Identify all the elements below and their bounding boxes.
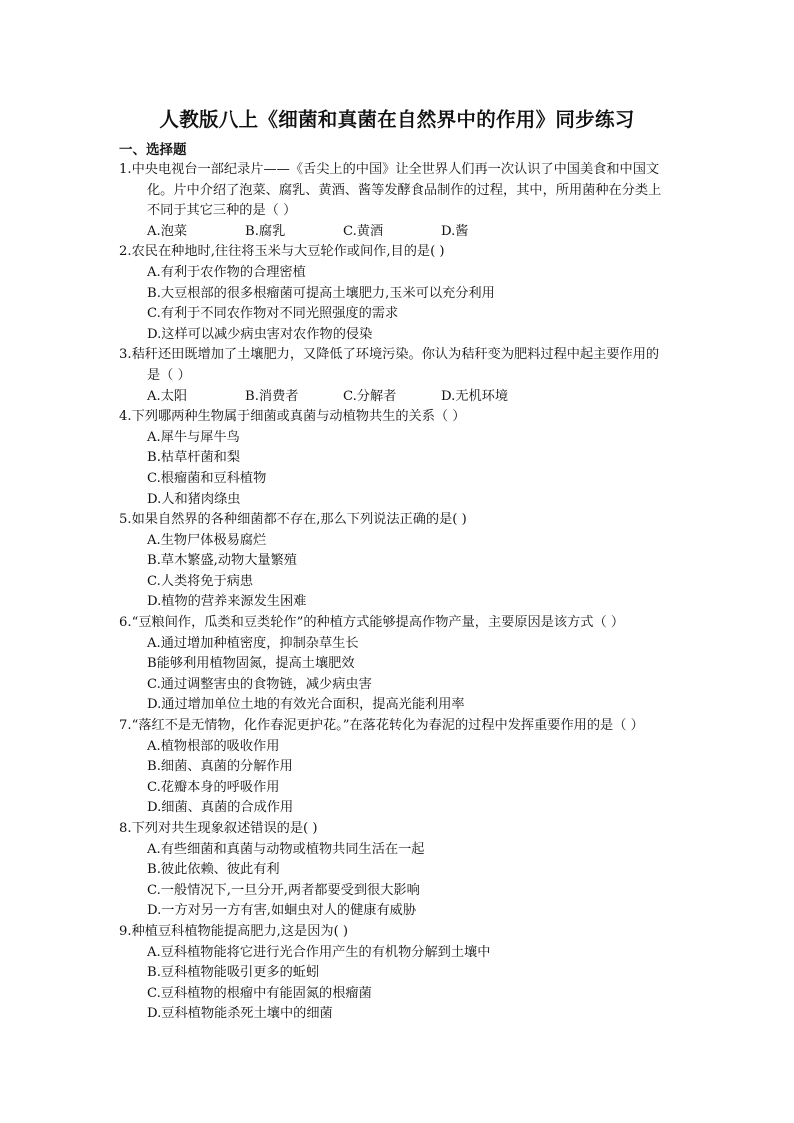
question-stem-line: 5.如果自然界的各种细菌都不存在,那么下列说法正确的是( ) [119, 512, 467, 528]
answer-option: C.人类将免于病患 [147, 573, 254, 589]
question-stem-line: 化。片中介绍了泡菜、腐乳、黄酒、酱等发酵食品制作的过程，其中，所用菌种在分类上 [147, 182, 662, 198]
question-5 [119, 510, 679, 613]
answer-option: C.豆科植物的根瘤中有能固氮的根瘤菌 [147, 985, 372, 1001]
answer-option: C.分解者 [343, 388, 397, 404]
answer-option: A.豆科植物能将它进行光合作用产生的有机物分解到土壤中 [147, 944, 491, 960]
question-stem-line: 9.种植豆科植物能提高肥力,这是因为( ) [119, 923, 349, 939]
answer-option: C.一般情况下,一旦分开,两者都要受到很大影响 [147, 882, 420, 898]
answer-option: B.豆科植物能吸引更多的蚯蚓 [147, 965, 320, 981]
document-title: 人教版八上《细菌和真菌在自然界中的作用》同步练习 [159, 108, 635, 131]
question-stem-line: 3.秸秆还田既增加了土壤肥力，又降低了环境污染。你认为秸秆变为肥料过程中起主要作用的 [119, 347, 660, 363]
answer-option: D.这样可以减少病虫害对农作物的侵染 [147, 326, 373, 342]
question-stem-line: 2.农民在种地时,往往将玉米与大豆轮作或间作,目的是( ) [119, 244, 445, 260]
question-6 [119, 613, 679, 716]
option-row [119, 222, 679, 243]
section-heading: 一、选择题 [119, 142, 187, 158]
answer-option: B.草木繁盛,动物大量繁殖 [147, 553, 297, 569]
answer-option: B.枯草杆菌和梨 [147, 450, 241, 466]
answer-option: D.无机环境 [441, 388, 509, 404]
question-2 [119, 242, 679, 345]
question-list [119, 160, 679, 1025]
question-stem-line: 是（ ） [147, 367, 191, 383]
answer-option: A.犀牛与犀牛鸟 [147, 429, 240, 445]
answer-option: A.有利于农作物的合理密植 [147, 264, 306, 280]
answer-option: A.生物尸体极易腐烂 [147, 532, 267, 548]
answer-option: C.有利于不同农作物对不同光照强度的需求 [147, 306, 399, 322]
answer-option: B.消费者 [245, 388, 299, 404]
answer-option: D.植物的营养来源发生困难 [147, 594, 307, 610]
answer-option: C.根瘤菌和豆科植物 [147, 470, 267, 486]
question-stem-line: 不同于其它三种的是（ ） [147, 203, 297, 219]
question-stem-line: 4.下列哪两种生物属于细菌或真菌与动植物共生的关系（ ） [119, 409, 466, 425]
answer-option: B.大豆根部的很多根瘤菌可提高土壤肥力,玉米可以充分利用 [147, 285, 495, 301]
answer-option: D.细菌、真菌的合成作用 [147, 800, 294, 816]
question-1 [119, 160, 679, 242]
answer-option: B.彼此依赖、彼此有利 [147, 862, 280, 878]
question-9 [119, 922, 679, 1025]
answer-option: D.酱 [441, 223, 469, 239]
answer-option: D.通过增加单位土地的有效光合面积，提高光能利用率 [147, 697, 465, 713]
question-3 [119, 345, 679, 407]
answer-option: A.植物根部的吸收作用 [147, 738, 280, 754]
answer-option: A.太阳 [147, 388, 188, 404]
answer-option: B能够利用植物固氮，提高土壤肥效 [147, 656, 355, 672]
question-stem-line: 6.“豆粮间作，瓜类和豆类轮作”的种植方式能够提高作物产量，主要原因是该方式（ ） [119, 615, 625, 631]
question-stem-line: 7.“落红不是无情物，化作春泥更护花。”在落花转化为春泥的过程中发挥重要作用的是（ ） [119, 718, 644, 734]
question-7 [119, 716, 679, 819]
answer-option: C.花瓣本身的呼吸作用 [147, 779, 280, 795]
option-row [119, 387, 679, 408]
question-8 [119, 819, 679, 922]
answer-option: B.细菌、真菌的分解作用 [147, 759, 293, 775]
answer-option: C.通过调整害虫的食物链，减少病虫害 [147, 676, 372, 692]
answer-option: A.通过增加种植密度，抑制杂草生长 [147, 635, 359, 651]
question-4 [119, 407, 679, 510]
answer-option: D.豆科植物能杀死土壤中的细菌 [147, 1006, 333, 1022]
answer-option: C.黄酒 [343, 223, 384, 239]
answer-option: B.腐乳 [245, 223, 286, 239]
question-stem-line: 1.中央电视台一部纪录片——《舌尖上的中国》让全世界人们再一次认识了中国美食和中国文 [119, 162, 660, 177]
answer-option: D.一方对另一方有害,如蛔虫对人的健康有威胁 [147, 903, 417, 919]
answer-option: A.有些细菌和真菌与动物或植物共同生活在一起 [147, 841, 425, 857]
question-stem-line: 8.下列对共生现象叙述错误的是( ) [119, 821, 318, 836]
answer-option: A.泡菜 [147, 223, 188, 239]
answer-option: D.人和猪肉绦虫 [147, 491, 241, 507]
